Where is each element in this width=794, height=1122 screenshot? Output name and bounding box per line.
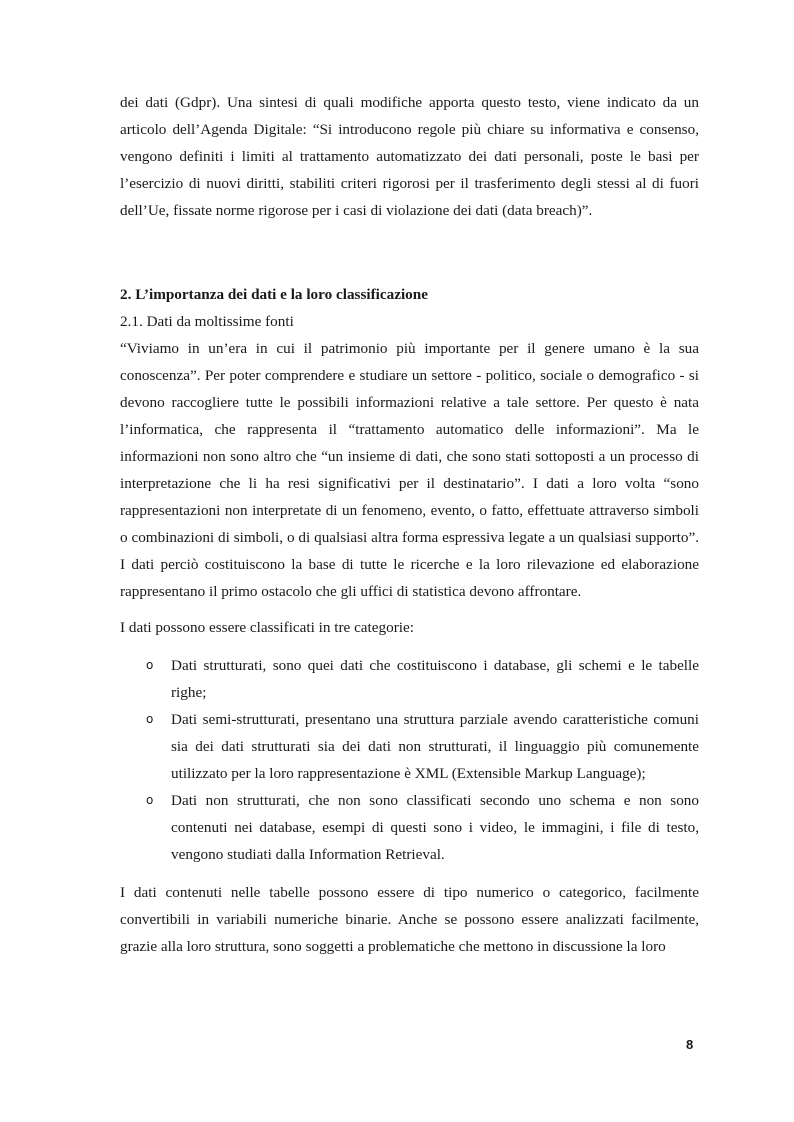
- bullet-icon: o: [146, 712, 154, 726]
- page-number: 8: [686, 1037, 694, 1052]
- bullet-icon: o: [146, 658, 154, 672]
- intro-paragraph: dei dati (Gdpr). Una sintesi di quali modifiche apporta questo testo, viene indicato da un articolo dell’Agenda Digitale: “Si introducono regole più chiare su informativa e consenso, vengono definiti i limiti al trattamento automatizzato dei dati personali, poste le basi per l’esercizio di nuovi diritti, stabiliti criteri rigorosi per il trasferimento degli stessi al di fuori dell’Ue, fissate norme rigorose per i casi di violazione dei dati (data breach)”.: [120, 94, 699, 219]
- list-item-text: Dati strutturati, sono quei dati che costituiscono i database, gli schemi e le tabelle righe;: [171, 657, 699, 701]
- classification-intro: I dati possono essere classificati in tre categorie:: [120, 619, 414, 636]
- bullet-icon: o: [146, 793, 154, 807]
- list-item: [120, 652, 699, 706]
- classification-list: [120, 652, 699, 868]
- list-item: [120, 706, 699, 787]
- list-item-text: Dati non strutturati, che non sono classificati secondo uno schema e non sono contenuti nei database, esempi di questi sono i video, le immagini, i file di testo, vengono studiati dalla Information Retrieval.: [171, 792, 699, 863]
- final-paragraph: I dati contenuti nelle tabelle possono essere di tipo numerico o categorico, facilmente convertibili in variabili numeriche binarie. Anche se possono essere analizzati facilmente, grazie alla loro struttura, sono soggetti a problematiche che mettono in discussione la loro: [120, 884, 699, 955]
- document-page: [120, 89, 699, 960]
- list-item: [120, 787, 699, 868]
- list-item-text: Dati semi-strutturati, presentano una struttura parziale avendo caratteristiche comuni sia dei dati strutturati sia dei dati non strutturati, il linguaggio più comunemente utilizzato per la loro rappresentazione è XML (Extensible Markup Language);: [171, 711, 699, 782]
- main-paragraph: “Viviamo in un’era in cui il patrimonio più importante per il genere umano è la sua conoscenza”. Per poter comprendere e studiare un settore - politico, sociale o demografico - si devono raccogliere tutte le possibili informazioni relative a tale settore. Per questo è nata l’informatica, che rappresenta il “trattamento automatico delle informazioni”. Ma le informazioni non sono altro che “un insieme di dati, che sono stati sottoposti a un processo di interpretazione che li ha resi significativi per il destinatario”. I dati a loro volta “sono rappresentazioni non interpretate di un fenomeno, evento, o fatto, effettuate attraverso simboli o combinazioni di simboli, o di qualsiasi altra forma espressiva legate a un qualsiasi supporto”. I dati perciò costituiscono la base di tutte le ricerche e la loro rilevazione ed elaborazione rappresentano il primo ostacolo che gli uffici di statistica devono affrontare.: [120, 340, 699, 600]
- section-heading: 2. L’importanza dei dati e la loro classificazione: [120, 286, 428, 303]
- subsection-heading: 2.1. Dati da moltissime fonti: [120, 313, 294, 330]
